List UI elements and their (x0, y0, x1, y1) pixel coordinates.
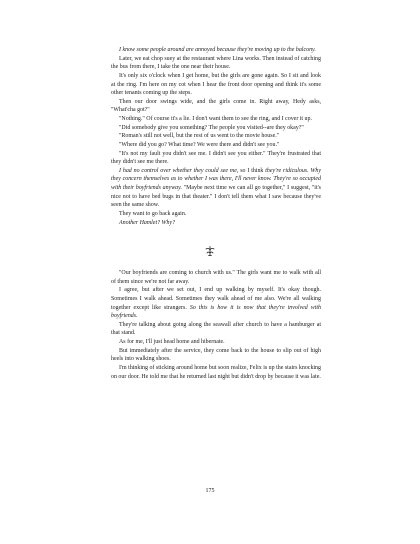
paragraph (111, 167, 321, 210)
section-one (111, 46, 321, 227)
text-run: "Maybe next time we can all go together," I suggest, "it's nice not to have bed bugs in that theater." I don't tell them what I saw because they've seen the same show. (111, 185, 321, 209)
paragraph: As for me, I'll just head home and hibernate. (119, 339, 225, 345)
paragraph: They want to go back again. (119, 210, 187, 217)
paragraph: Then our door swings wide, and the girls come in. Right away, Hedy asks, "What'cha got?" (111, 98, 321, 114)
paragraph: "Nothing." Of course it's a lie. I don't want them to see the ring, and I cover it up. (119, 116, 312, 122)
paragraph: It's only six o'clock when I get home, but the girls are gone again. So I sit and look at the ring. I'm here on my cot when I hear the front door opening and think it's some other tenants coming up the steps. (111, 72, 321, 97)
italic-thought: they're ridiculous. Why they concern themselves as to whether I was there, I'll never know. They're so occupied with their boyfriends anyway. (111, 167, 322, 191)
italic-thought: So this is how it is now that they're involved with boyfriends. (111, 304, 321, 320)
paragraph: "It's not my fault you didn't see me. I didn't see you either." They're frustrated that they didn't see me there. (111, 150, 321, 166)
paragraph: I know some people around are annoyed because they're moving up to the balcony. (119, 47, 316, 53)
paragraph (111, 286, 321, 321)
paragraph: Later, we eat chop suey at the restaurant where Lina works. Then instead of catching the bus from there, I take the one near their house. (111, 55, 321, 71)
paragraph: I'm thinking of sticking around home but soon realize, Felix is up the stairs knocking on our door. He told me that he returned last night but didn't drop by because it was late. (111, 364, 321, 380)
fleuron-icon (204, 245, 216, 257)
paragraph: Another Hamlet? Why? (119, 219, 176, 226)
paragraph: "Our boyfriends are coming to church with us." The girls want me to walk with all of them since we're not far away. (111, 270, 321, 285)
paragraph: "Roman's still not well, but the rest of us went to the movie house." (119, 133, 280, 140)
paragraph: But immediately after the service, they come back to the house to slip out of high heels into walking shoes. (111, 347, 321, 363)
paragraph: "Did somebody give you something? The people you visited--are they okay?" (119, 124, 304, 131)
paragraph: "Where did you go? What time? We were there and didn't see you." (119, 141, 280, 148)
italic-thought: I had no control over whether they could see me, (119, 167, 239, 174)
text-run: I agree, but after we set out, I end up walking by myself. It's okay though. Sometimes I walk ahead. Sometimes they walk ahead of me also. We're all walking together except like strangers. (111, 287, 321, 311)
page-number: 175 (205, 488, 215, 494)
paragraph: They're talking about going along the seawall after church to have a hamburger at that stand. (111, 321, 321, 337)
section-two (111, 269, 321, 381)
text-run: so I think (238, 167, 266, 174)
